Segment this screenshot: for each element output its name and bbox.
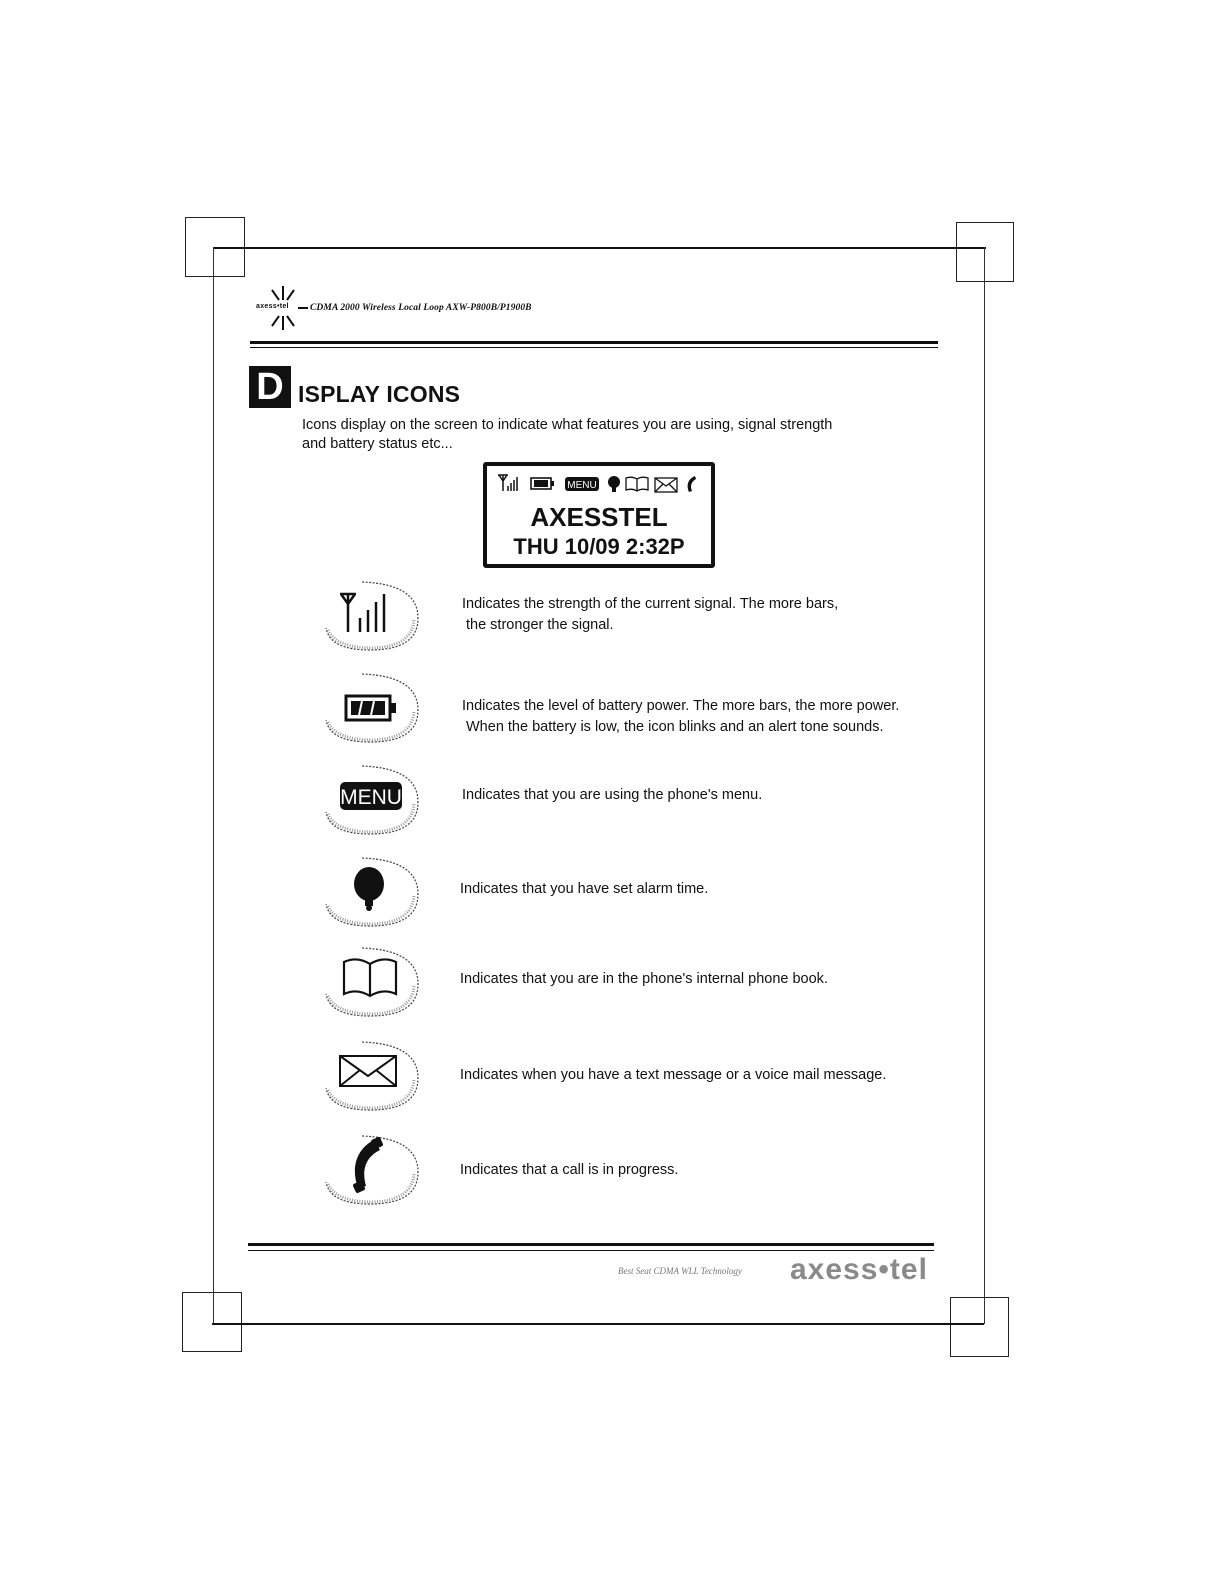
menu-icon bbox=[565, 477, 599, 491]
phone-book-description: Indicates that you are in the phone's internal phone book. bbox=[460, 971, 828, 987]
handset-icon bbox=[352, 1136, 383, 1193]
footer-tagline: Best Seat CDMA WLL Technology bbox=[618, 1266, 742, 1276]
alarm-bell-icon bbox=[354, 867, 384, 911]
signal-icon bbox=[340, 594, 384, 632]
alarm-badge bbox=[322, 856, 422, 928]
envelope-badge bbox=[322, 1040, 422, 1112]
header-logo-text: axess•tel bbox=[256, 303, 289, 310]
header-rule-thick bbox=[250, 341, 938, 344]
signal-icon bbox=[498, 475, 517, 491]
footer-rule-thin bbox=[248, 1250, 934, 1251]
alarm-description: Indicates that you have set alarm time. bbox=[460, 881, 709, 897]
section-title: ISPLAY ICONS bbox=[298, 381, 461, 407]
handset-description: Indicates that a call is in progress. bbox=[460, 1162, 679, 1178]
menu-badge-label: MENU bbox=[340, 786, 402, 809]
envelope-icon bbox=[340, 1056, 396, 1086]
handset-icon bbox=[688, 476, 696, 492]
phone-book-icon bbox=[626, 477, 648, 491]
phone-book-icon bbox=[344, 959, 396, 996]
battery-icon bbox=[531, 478, 554, 489]
envelope-description: Indicates when you have a text message or a voice mail message. bbox=[460, 1067, 887, 1083]
menu-badge bbox=[322, 764, 422, 836]
battery-badge bbox=[322, 672, 422, 744]
lcd-datetime-line: THU 10/09 2:32P bbox=[513, 534, 685, 559]
footer-brand-logo: axess•tel bbox=[790, 1253, 928, 1286]
footer-rule-thick bbox=[248, 1243, 934, 1246]
battery-description: Indicates the level of battery power. The more bars, the more power. When the battery is low, the icon blinks and an alert tone sounds. bbox=[462, 698, 900, 735]
handset-badge bbox=[322, 1134, 422, 1206]
signal-description: Indicates the strength of the current signal. The more bars, the stronger the signal. bbox=[462, 596, 839, 633]
battery-icon bbox=[346, 696, 396, 720]
envelope-icon bbox=[655, 478, 677, 492]
menu-icon bbox=[340, 782, 402, 810]
drop-cap: D bbox=[249, 366, 291, 408]
header-rule-thin bbox=[250, 347, 938, 348]
intro-line-1: Icons display on the screen to indicate what features you are using, signal strength bbox=[302, 417, 833, 433]
lcd-menu-label: MENU bbox=[567, 480, 597, 491]
intro-line-2: and battery status etc... bbox=[302, 436, 453, 452]
signal-badge bbox=[322, 580, 422, 652]
intro-text bbox=[302, 416, 902, 454]
menu-description: Indicates that you are using the phone's menu. bbox=[462, 787, 763, 803]
lcd-brand-line: AXESSTEL bbox=[530, 502, 668, 532]
alarm-bell-icon bbox=[608, 476, 620, 492]
lcd-status-bar bbox=[495, 472, 703, 494]
page-frame-bottom bbox=[212, 1323, 984, 1325]
header-title: CDMA 2000 Wireless Local Loop AXW-P800B/P1900B bbox=[310, 303, 532, 313]
lcd-screen bbox=[483, 462, 715, 568]
phone-book-badge bbox=[322, 946, 422, 1018]
